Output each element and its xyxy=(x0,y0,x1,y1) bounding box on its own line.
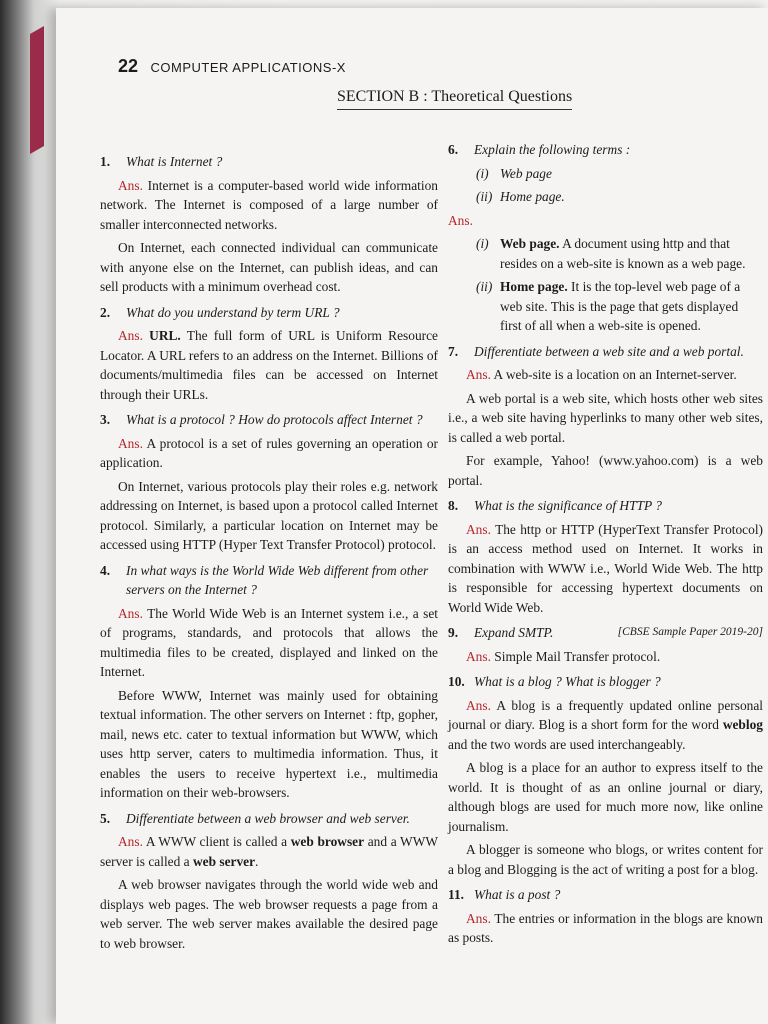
question-number: 9. xyxy=(448,625,459,640)
question-text: Expand SMTP. xyxy=(474,625,554,640)
subitem-number: (i) xyxy=(476,165,489,181)
answer-paragraph: A web portal is a web site, which hosts other web sites i.e., a web site having hyperlinks to many other web sites, is called a web portal. xyxy=(448,390,763,445)
question-1 xyxy=(100,152,438,172)
subitem-text: Web page xyxy=(500,165,552,181)
answer-paragraph xyxy=(100,604,438,682)
page-header xyxy=(118,56,346,77)
question-5 xyxy=(100,809,438,829)
answer-label: Ans. xyxy=(466,697,491,713)
question-subitem xyxy=(476,187,763,207)
subitem-text xyxy=(500,234,763,273)
answer-text: The http or HTTP (HyperText Transfer Protocol) is an access method used on Internet. It works in combination with WWW i.e., World Wide Web. The http is responsible for accessing hypertext documents on World Wide Web. xyxy=(448,521,763,615)
question-number: 4. xyxy=(100,562,111,578)
answer-subitem xyxy=(476,277,763,336)
question-number: 3. xyxy=(100,412,111,427)
section-title: SECTION B : Theoretical Questions xyxy=(337,88,572,110)
answer-text: Internet is a computer-based world wide information network. The Internet is composed of a large number of smaller interconnected networks. xyxy=(100,177,438,232)
question-7 xyxy=(448,342,763,362)
source-tag: [CBSE Sample Paper 2019-20] xyxy=(617,626,763,638)
answer-label: Ans. xyxy=(448,212,473,228)
question-text: Explain the following terms : xyxy=(474,142,631,157)
answer-term: Web page. xyxy=(500,236,560,251)
question-text: Differentiate between a web browser and web server. xyxy=(126,810,410,826)
book-title: COMPUTER APPLICATIONS-X xyxy=(150,60,346,75)
question-text: What is a post ? xyxy=(474,887,561,902)
question-number: 10. xyxy=(448,674,465,689)
question-text: What is a protocol ? How do protocols affect Internet ? xyxy=(126,412,423,427)
question-9 xyxy=(448,623,763,643)
answer-label: Ans. xyxy=(466,648,491,664)
answer-label: Ans. xyxy=(118,328,143,343)
question-number: 2. xyxy=(100,304,111,320)
answer-paragraph xyxy=(100,326,438,404)
question-text: What is Internet ? xyxy=(126,154,223,169)
answer-paragraph: On Internet, various protocols play their roles e.g. network addressing on Internet, is based upon a protocol called Internet protocol. Similarly, a particular location on Internet may be accessed using HTTP (Hyper Text Transfer Protocol) protocol. xyxy=(100,478,438,552)
question-10 xyxy=(448,672,763,692)
answer-term: URL. xyxy=(149,328,181,343)
question-11 xyxy=(448,885,763,905)
answer-text: A document using http and that resides on a web-site is known as a web page. xyxy=(500,236,746,271)
answer-label: Ans. xyxy=(118,435,143,451)
answer-label: Ans. xyxy=(118,605,143,621)
question-text: In what ways is the World Wide Web different from other servers on the Internet ? xyxy=(126,562,429,597)
answer-paragraph: A blog is a place for an author to express itself to the world. It is thought of as an online journal or diary, although blogs are used for much more now, like online journalism. xyxy=(448,760,763,834)
question-number: 5. xyxy=(100,810,111,826)
subitem-number: (ii) xyxy=(476,189,493,204)
answer-text: A protocol is a set of rules governing an operation or application. xyxy=(100,435,439,470)
answer-term: web server xyxy=(192,853,256,869)
page-number: 22 xyxy=(118,56,139,76)
question-number: 6. xyxy=(448,142,459,157)
subitem-text: Home page. xyxy=(500,189,565,204)
answer-paragraph: For example, Yahoo! (www.yahoo.com) is a web portal. xyxy=(448,453,763,488)
answer-subitem xyxy=(476,234,763,273)
answer-text: A blog is a frequently updated online personal journal or diary. Blog is a short form for the word xyxy=(448,697,764,732)
answer-paragraph: On Internet, each connected individual can communicate with anyone else on the Internet, can publish ideas, and can sell products with a minimum overhead cost. xyxy=(100,240,438,294)
answer-paragraph xyxy=(448,211,763,231)
answer-paragraph xyxy=(448,647,763,667)
answer-term: web browser xyxy=(290,834,365,849)
answer-paragraph xyxy=(448,696,763,755)
answer-paragraph xyxy=(448,909,763,948)
question-number: 11. xyxy=(448,887,464,902)
answer-text: and the two words are used interchangeably. xyxy=(448,736,686,752)
answer-text: The entries or information in the blogs are known as posts. xyxy=(448,910,763,945)
answer-label: Ans. xyxy=(466,367,491,382)
answer-label: Ans. xyxy=(466,521,491,537)
subitem-number: (ii) xyxy=(476,279,493,294)
answer-text: A WWW client is called a xyxy=(145,834,291,849)
right-column xyxy=(448,134,763,952)
answer-paragraph xyxy=(448,365,763,385)
question-text: What is a blog ? What is blogger ? xyxy=(474,674,661,689)
question-number: 7. xyxy=(448,343,459,359)
answer-paragraph: A web browser navigates through the world wide web and displays web pages. The web browser requests a page from a web server. The web server makes available the desired page to web browser. xyxy=(100,877,438,951)
question-text: What do you understand by term URL ? xyxy=(126,304,340,320)
question-text: Differentiate between a web site and a web portal. xyxy=(474,343,744,359)
answer-text: and a WWW server is called a xyxy=(100,834,438,869)
answer-paragraph xyxy=(100,434,438,473)
answer-text: A web-site is a location on an Internet-server. xyxy=(493,367,737,382)
answer-text: Simple Mail Transfer protocol. xyxy=(494,648,661,664)
left-column xyxy=(100,146,438,957)
question-8 xyxy=(448,496,763,516)
question-2 xyxy=(100,303,438,323)
answer-label: Ans. xyxy=(118,834,143,849)
answer-text: . xyxy=(255,853,259,869)
answer-term: Home page. xyxy=(500,279,568,294)
answer-paragraph xyxy=(448,520,763,618)
question-number: 1. xyxy=(100,154,111,169)
answer-paragraph: Before WWW, Internet was mainly used for obtaining textual information. The other servers on Internet : ftp, gopher, mail, news etc. cater to textual information but WWW, which uses http server, caters to multimedia information. Thus, it enables the users to receive hypertext i.e., multimedia information on their web-browsers. xyxy=(100,687,438,800)
question-number: 8. xyxy=(448,498,459,513)
answer-text: The World Wide Web is an Internet system i.e., a set of programs, standards, and protocols that allows the multimedia files to be created, displayed and linked on the Internet. xyxy=(100,605,438,679)
question-4 xyxy=(100,561,438,600)
ribbon-left xyxy=(30,26,44,154)
question-6 xyxy=(448,140,763,160)
subitem-text xyxy=(500,277,763,336)
answer-label: Ans. xyxy=(118,177,143,193)
answer-paragraph xyxy=(100,176,438,235)
subitem-number: (i) xyxy=(476,236,489,251)
answer-label: Ans. xyxy=(466,910,491,926)
question-subitem xyxy=(476,164,763,184)
question-3 xyxy=(100,410,438,430)
answer-text: The full form of URL is Uniform Resource Locator. A URL refers to an address on the Internet. Billions of documents/multimedia files can be accessed on Internet through their URLs. xyxy=(100,328,439,402)
answer-paragraph: A blogger is someone who blogs, or writes content for a blog and Blogging is the act of writing a post for a blog. xyxy=(448,842,763,877)
answer-term: weblog xyxy=(722,717,763,732)
answer-paragraph xyxy=(100,832,438,871)
answer-text: It is the top-level web page of a web site. This is the page that gets displayed first of all when a web-site is opened. xyxy=(500,279,741,333)
question-text: What is the significance of HTTP ? xyxy=(474,498,662,513)
